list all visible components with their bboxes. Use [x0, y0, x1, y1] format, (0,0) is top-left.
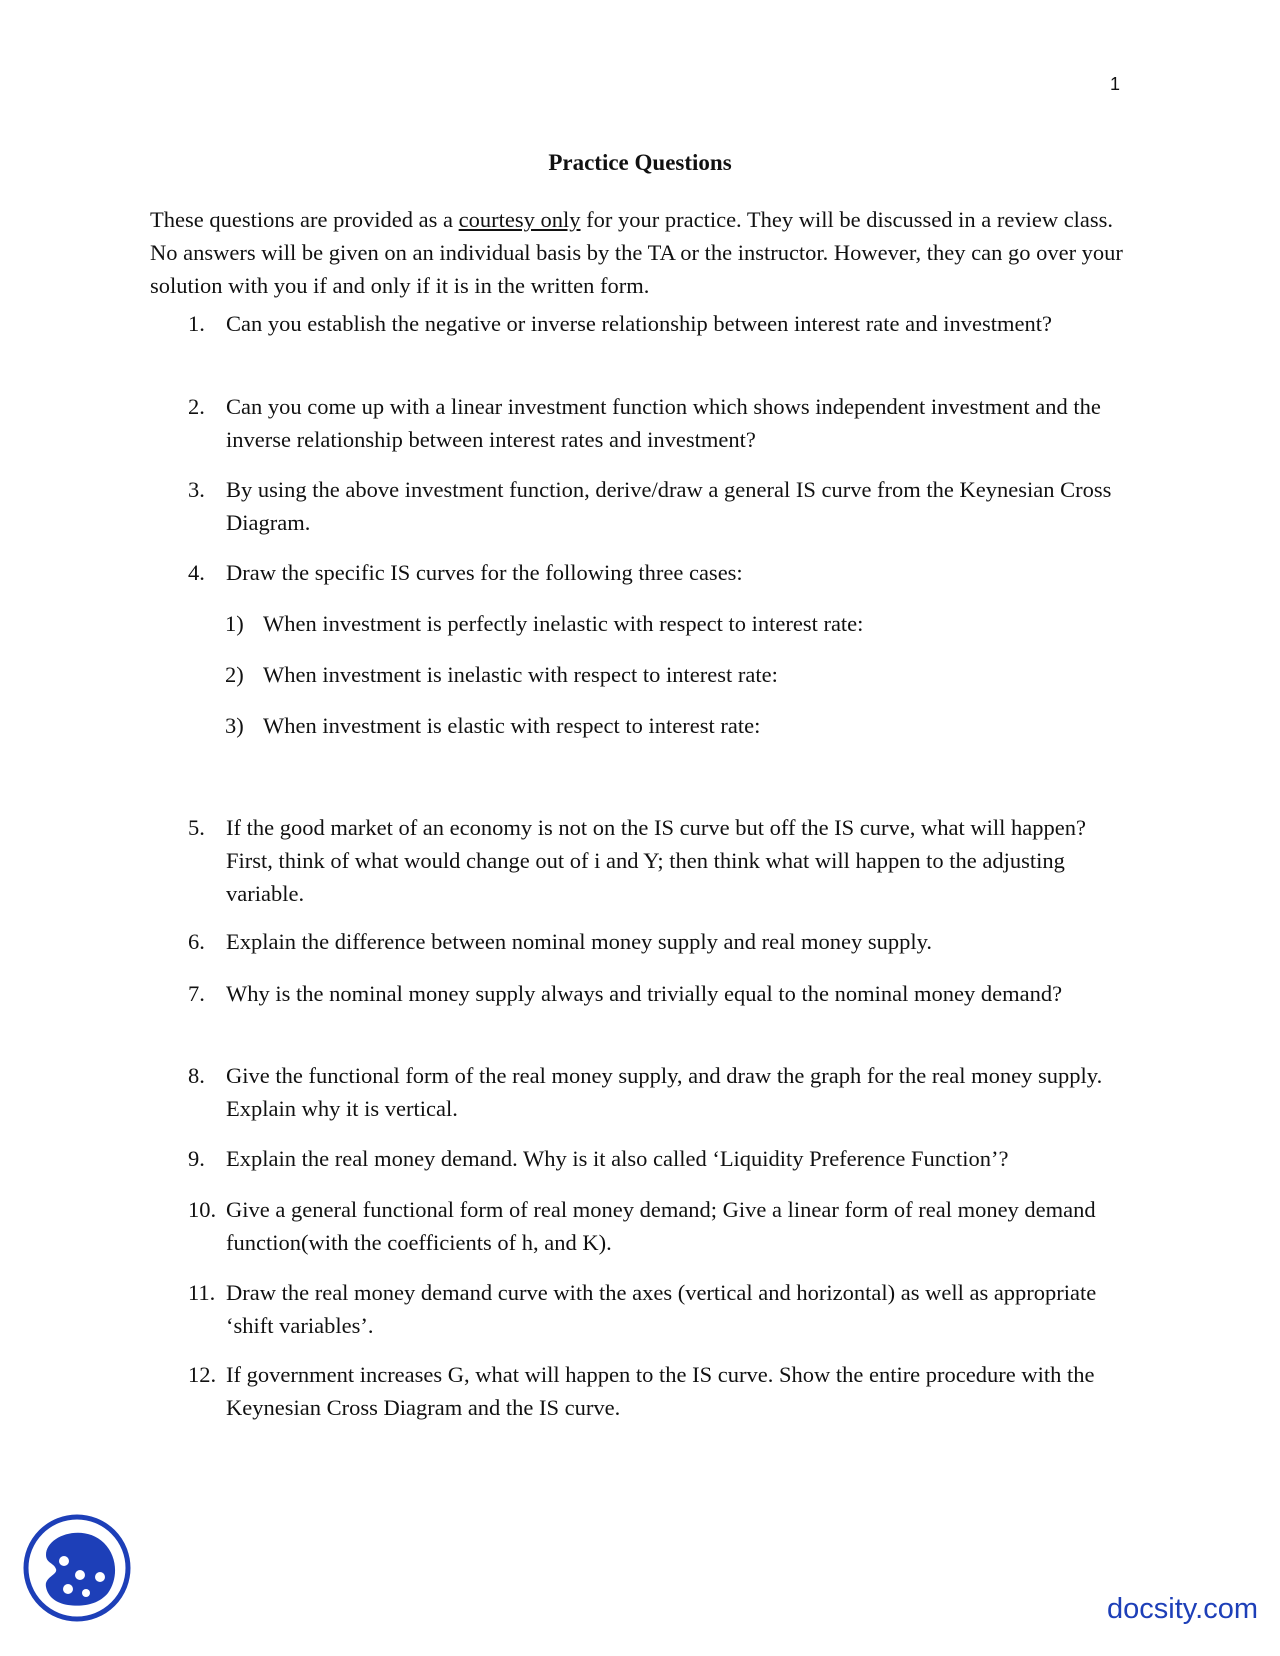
intro-text-start: These questions are provided as a — [150, 207, 459, 232]
question-text: Can you come up with a linear investment function which shows independent investment and the inverse relationship between interest rates and investment? — [226, 394, 1101, 452]
question-number: 10. — [188, 1197, 217, 1222]
question-number: 6. — [188, 929, 205, 954]
question-number: 7. — [188, 981, 205, 1006]
question-item — [188, 1059, 1128, 1125]
subquestion-item — [225, 658, 1125, 691]
docsity-logo-icon — [22, 1513, 132, 1623]
subquestion-number: 2) — [225, 662, 244, 687]
intro-paragraph — [150, 203, 1130, 302]
question-text: Can you establish the negative or inverse relationship between interest rate and investment? — [226, 311, 1052, 336]
subquestion-item — [225, 709, 1125, 742]
intro-underlined-text: courtesy only — [458, 207, 581, 232]
question-item — [188, 1193, 1128, 1259]
question-item — [188, 390, 1128, 456]
intro-text-end: for your practice. They will be discussed in a review class. No answers will be given on an individual basis by the TA or the instructor. However, they can go over your solution with you if and only if it is in the written form. — [150, 207, 1123, 298]
question-item — [188, 811, 1128, 910]
question-item — [188, 556, 1128, 589]
question-number: 11. — [188, 1280, 216, 1305]
page-title: Practice Questions — [548, 150, 732, 175]
question-number: 2. — [188, 394, 205, 419]
question-number: 9. — [188, 1146, 205, 1171]
question-number: 4. — [188, 560, 205, 585]
page-number: 1 — [1110, 74, 1121, 94]
subquestion-text: When investment is inelastic with respect to interest rate: — [263, 662, 778, 687]
question-item — [188, 925, 1128, 958]
question-item — [188, 1142, 1128, 1175]
question-text: Explain the real money demand. Why is it also called ‘Liquidity Preference Function’? — [226, 1146, 1009, 1171]
question-text: Why is the nominal money supply always and trivially equal to the nominal money demand? — [226, 981, 1063, 1006]
question-item — [188, 1276, 1128, 1342]
subquestion-text: When investment is elastic with respect to interest rate: — [263, 713, 761, 738]
question-text: Explain the difference between nominal money supply and real money supply. — [226, 929, 933, 954]
docsity-brand-text: docsity.com — [1107, 1593, 1258, 1625]
question-item — [188, 473, 1128, 539]
subquestion-text: When investment is perfectly inelastic with respect to interest rate: — [263, 611, 864, 636]
question-number: 8. — [188, 1063, 205, 1088]
question-item — [188, 977, 1128, 1010]
question-text: Draw the real money demand curve with the axes (vertical and horizontal) as well as appropriate ‘shift variables’. — [226, 1280, 1097, 1338]
question-text: If the good market of an economy is not on the IS curve but off the IS curve, what will happen? First, think of what would change out of i and Y; then think what will happen to the adjusting variable. — [226, 815, 1086, 906]
question-text: Give the functional form of the real money supply, and draw the graph for the real money supply. Explain why it is vertical. — [226, 1063, 1103, 1121]
question-item — [188, 1358, 1128, 1424]
question-text: By using the above investment function, derive/draw a general IS curve from the Keynesian Cross Diagram. — [226, 477, 1112, 535]
question-text: Draw the specific IS curves for the following three cases: — [226, 560, 743, 585]
question-text: If government increases G, what will happen to the IS curve. Show the entire procedure with the Keynesian Cross Diagram and the IS curve. — [226, 1362, 1095, 1420]
question-number: 5. — [188, 815, 205, 840]
subquestion-number: 3) — [225, 713, 244, 738]
question-number: 1. — [188, 311, 205, 336]
question-text: Give a general functional form of real money demand; Give a linear form of real money demand function(with the coefficients of h, and K). — [226, 1197, 1096, 1255]
question-number: 3. — [188, 477, 205, 502]
question-number: 12. — [188, 1362, 217, 1387]
question-item — [188, 307, 1128, 340]
subquestion-number: 1) — [225, 611, 244, 636]
subquestion-item — [225, 607, 1125, 640]
